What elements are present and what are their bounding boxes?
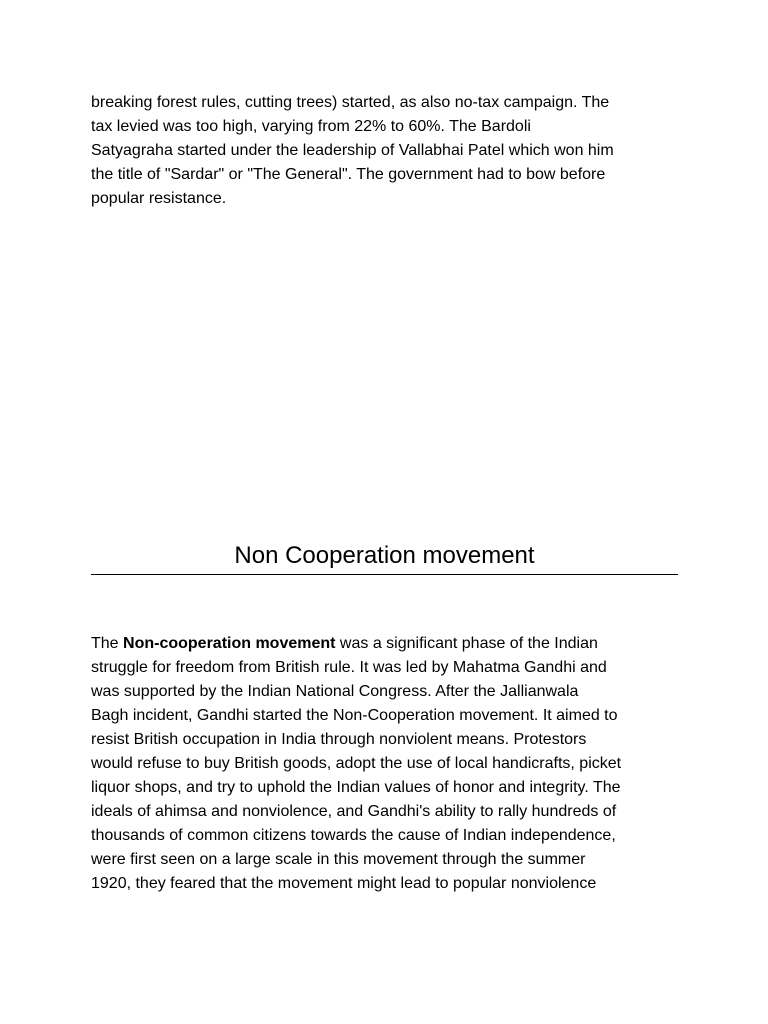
paragraph-line: the title of "Sardar" or "The General". The government had to bow before [91,166,606,183]
section-heading: Non Cooperation movement [234,542,535,569]
paragraph-line: Bagh incident, Gandhi started the Non-Cooperation movement. It aimed to [91,707,618,724]
paragraph-line: struggle for freedom from British rule. It was led by Mahatma Gandhi and [91,659,607,676]
paragraph-line: liquor shops, and try to uphold the Indian values of honor and integrity. The [91,779,621,796]
paragraph-first-line [91,632,691,656]
paragraph-line: popular resistance. [91,190,227,207]
paragraph-line: was supported by the Indian National Congress. After the Jallianwala [91,683,579,700]
first-line-prefix: The [91,635,124,652]
first-line-suffix: was a significant phase of the Indian [335,635,598,652]
paragraph-line: breaking forest rules, cutting trees) started, as also no-tax campaign. The [91,94,610,111]
section-heading-rule [91,538,678,575]
paragraph-line: tax levied was too high, varying from 22% to 60%. The Bardoli [91,118,531,135]
top-paragraph [91,91,691,211]
bold-term: Non-cooperation movement [123,635,336,652]
paragraph-line: would refuse to buy British goods, adopt the use of local handicrafts, picket [91,755,622,772]
paragraph-line: 1920, they feared that the movement might lead to popular nonviolence [91,875,597,892]
paragraph-line: were first seen on a large scale in this movement through the summer [91,851,586,868]
paragraph-line: resist British occupation in India through nonviolent means. Protestors [91,731,587,748]
paragraph-line: Satyagraha started under the leadership of Vallabhai Patel which won him [91,142,614,159]
paragraph-line: ideals of ahimsa and nonviolence, and Gandhi's ability to rally hundreds of [91,803,617,820]
main-paragraph [91,632,691,896]
paragraph-line: thousands of common citizens towards the cause of Indian independence, [91,827,616,844]
